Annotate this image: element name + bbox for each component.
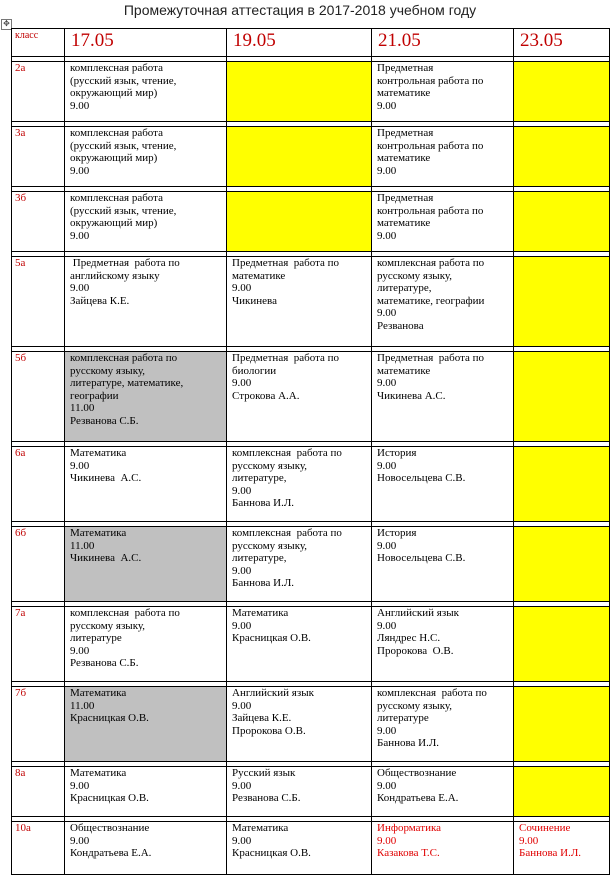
exam-cell (372, 527, 514, 602)
cell-text-line: русскому языку, (377, 269, 453, 282)
cell-text-line: комплексная работа по (70, 352, 178, 364)
cell-text-line: окружающий мир) (70, 217, 158, 229)
table-row (12, 607, 610, 682)
cell-text-line: 9.00 (70, 459, 90, 472)
cell-text-line: Чикинева А.С. (377, 389, 446, 402)
cell-text-line: русскому языку, (70, 619, 146, 632)
cell-text-line: Математика (232, 607, 289, 619)
cell-text-line: контрольная работа по (377, 139, 484, 152)
cell-text-line: Предметная работа по (377, 352, 485, 364)
cell-text-line: Математика (70, 687, 127, 699)
exam-cell (65, 527, 227, 602)
cell-text-line: комплексная работа (70, 192, 163, 204)
cell-text-line: 9.00 (377, 619, 397, 632)
cell-text-line: История (377, 447, 417, 459)
exam-cell (514, 257, 610, 347)
exam-cell (65, 62, 227, 122)
table-row (12, 62, 610, 122)
exam-cell (227, 62, 372, 122)
exam-cell (227, 257, 372, 347)
exam-cell (514, 767, 610, 817)
cell-text-line: 9.00 (377, 229, 397, 242)
cell-text-line: Кондратьева Е.А. (377, 792, 459, 804)
cell-text-line: (русский язык, чтение, (70, 139, 177, 152)
cell-text-line: 9.00 (377, 99, 397, 112)
exam-cell (227, 822, 372, 875)
cell-text-line: 9.00 (232, 619, 252, 632)
cell-text-line: 9.00 (377, 459, 397, 472)
cell-text-line: 9.00 (232, 779, 252, 792)
page-title: Промежуточная аттестация в 2017-2018 учебном году (123, 2, 477, 18)
cell-text-line: Предметная (377, 127, 434, 139)
cell-text-line: математике (377, 217, 431, 229)
class-cell: 7б (12, 687, 65, 762)
table-row (12, 447, 610, 522)
cell-text-line: 9.00 (70, 779, 90, 792)
cell-text-line: Резванова (377, 319, 424, 332)
cell-text-line: математике, географии (377, 294, 485, 307)
table-row (12, 822, 610, 875)
cell-text-line: литературе, (232, 552, 287, 564)
exam-cell (372, 62, 514, 122)
cell-text-line: 9.00 (70, 99, 90, 112)
exam-cell (65, 767, 227, 817)
exam-cell (514, 527, 610, 602)
cell-text-line: Баннова И.Л. (519, 847, 582, 859)
exam-cell (514, 687, 610, 762)
exam-cell (227, 687, 372, 762)
cell-text-line: литературе, (232, 472, 287, 484)
class-cell: 3б (12, 192, 65, 252)
table-row (12, 687, 610, 762)
exam-cell (514, 352, 610, 442)
cell-text-line: Чикинева (232, 294, 277, 307)
exam-cell (514, 192, 610, 252)
exam-cell (372, 192, 514, 252)
class-cell: 3а (12, 127, 65, 187)
exam-cell (372, 822, 514, 875)
cell-text-line: Английский язык (232, 687, 314, 699)
exam-cell (514, 447, 610, 522)
cell-text-line: Математика (70, 767, 127, 779)
cell-text-line: 9.00 (377, 307, 397, 319)
cell-text-line: Красницкая О.В. (232, 632, 311, 644)
cell-text-line: Математика (70, 527, 127, 539)
cell-text-line: биологии (232, 364, 277, 377)
table-row (12, 192, 610, 252)
cell-text-line: Резванова С.Б. (70, 414, 139, 427)
exam-cell (514, 822, 610, 875)
cell-text-line: 9.00 (377, 377, 397, 389)
cell-text-line: Зайцева К.Е. (70, 294, 130, 307)
class-cell: 5б (12, 352, 65, 442)
date-header: 19.05 (227, 29, 372, 57)
table-row (12, 767, 610, 817)
cell-text-line: 9.00 (377, 724, 397, 737)
exam-cell (372, 607, 514, 682)
cell-text-line: 9.00 (232, 834, 252, 847)
cell-text-line: русскому языку, (70, 364, 146, 377)
cell-text-line: Пророкова О.В. (377, 644, 454, 657)
class-cell: 6а (12, 447, 65, 522)
exam-cell (65, 192, 227, 252)
cell-text-line: Ляндрес Н.С. (377, 632, 441, 644)
cell-text-line: Предметная работа по (70, 257, 180, 269)
cell-text-line: 9.00 (232, 564, 252, 577)
cell-text-line: Обществознание (70, 822, 150, 834)
cell-text-line: Красницкая О.В. (70, 792, 149, 804)
cell-text-line: Красницкая О.В. (232, 847, 311, 859)
cell-text-line: контрольная работа по (377, 74, 484, 87)
exam-cell (227, 767, 372, 817)
exam-cell (227, 527, 372, 602)
exam-cell (65, 447, 227, 522)
cell-text-line: географии (70, 389, 119, 402)
cell-text-line: литературе, математике, (70, 377, 184, 389)
cell-text-line: 9.00 (232, 699, 252, 712)
header-row (12, 29, 610, 57)
exam-cell (227, 607, 372, 682)
cell-text-line: 9.00 (377, 779, 397, 792)
cell-text-line: 9.00 (519, 834, 539, 847)
exam-cell (227, 447, 372, 522)
exam-cell (372, 767, 514, 817)
cell-text-line: 11.00 (70, 402, 95, 414)
cell-text-line: контрольная работа по (377, 204, 484, 217)
cell-text-line: окружающий мир) (70, 152, 158, 164)
class-cell: 2а (12, 62, 65, 122)
cell-text-line: Предметная (377, 62, 434, 74)
cell-text-line: Красницкая О.В. (70, 712, 149, 724)
table-row (12, 352, 610, 442)
exam-cell (65, 687, 227, 762)
cell-text-line: Сочинение (519, 822, 571, 834)
cell-text-line: литературе (377, 712, 429, 724)
cell-text-line: английскому языку (70, 269, 160, 282)
cell-text-line: комплексная работа по (232, 447, 342, 459)
cell-text-line: русскому языку, (377, 699, 453, 712)
exam-cell (65, 127, 227, 187)
cell-text-line: 9.00 (70, 164, 90, 177)
cell-text-line: Новосельцева С.В. (377, 472, 466, 484)
cell-text-line: литературе, (377, 282, 432, 294)
table-row (12, 257, 610, 347)
date-header: 23.05 (514, 29, 610, 57)
cell-text-line: комплексная работа по (377, 257, 485, 269)
cell-text-line: литературе (70, 632, 122, 644)
cell-text-line: 9.00 (70, 644, 90, 657)
exam-cell (372, 127, 514, 187)
cell-text-line: Казакова Т.С. (377, 847, 440, 859)
cell-text-line: 9.00 (70, 834, 90, 847)
cell-text-line: Кондратьева Е.А. (70, 847, 152, 859)
cell-text-line: Чикинева А.С. (70, 472, 142, 484)
exam-cell (65, 822, 227, 875)
exam-cell (65, 607, 227, 682)
table-row (12, 527, 610, 602)
date-header: 17.05 (65, 29, 227, 57)
cell-text-line: комплексная работа (70, 127, 163, 139)
cell-text-line: русскому языку, (232, 539, 308, 552)
class-cell: 5а (12, 257, 65, 347)
cell-text-line: История (377, 527, 417, 539)
exam-cell (65, 352, 227, 442)
cell-text-line: окружающий мир) (70, 87, 158, 99)
cell-text-line: (русский язык, чтение, (70, 204, 177, 217)
cell-text-line: Математика (232, 822, 289, 834)
exam-cell (514, 607, 610, 682)
cell-text-line: 9.00 (232, 377, 252, 389)
class-cell: 10а (12, 822, 65, 875)
cell-text-line: 9.00 (377, 164, 397, 177)
class-cell: 6б (12, 527, 65, 602)
cell-text-line: комплексная работа (70, 62, 163, 74)
cell-text-line: Предметная (377, 192, 434, 204)
exam-cell (372, 447, 514, 522)
class-cell: 7а (12, 607, 65, 682)
cell-text-line: Английский язык (377, 607, 459, 619)
cell-text-line: 9.00 (232, 484, 252, 497)
cell-text-line: 9.00 (70, 282, 90, 294)
cell-text-line: Баннова И.Л. (232, 497, 295, 509)
cell-text-line: математике (377, 87, 431, 99)
exam-cell (372, 257, 514, 347)
exam-cell (514, 127, 610, 187)
exam-cell (65, 257, 227, 347)
cell-text-line: Математика (70, 447, 127, 459)
cell-text-line: Зайцева К.Е. (232, 712, 292, 724)
table-row (12, 127, 610, 187)
class-cell: 8а (12, 767, 65, 817)
exam-cell (227, 192, 372, 252)
cell-text-line: математике (377, 152, 431, 164)
cell-text-line: русскому языку, (232, 459, 308, 472)
class-column-header: класс (12, 29, 65, 57)
cell-text-line: комплексная работа по (70, 607, 180, 619)
cell-text-line: 9.00 (232, 282, 252, 294)
schedule-table (11, 28, 610, 875)
cell-text-line: Новосельцева С.В. (377, 552, 466, 564)
cell-text-line: 9.00 (377, 834, 397, 847)
cell-text-line: комплексная работа по (377, 687, 487, 699)
exam-cell (227, 127, 372, 187)
cell-text-line: 9.00 (70, 229, 90, 242)
cell-text-line: Обществознание (377, 767, 457, 779)
cell-text-line: Баннова И.Л. (232, 577, 295, 589)
cell-text-line: Предметная работа по (232, 352, 340, 364)
cell-text-line: математике (377, 364, 431, 377)
exam-cell (372, 687, 514, 762)
cell-text-line: Чикинева А.С. (70, 552, 142, 564)
cell-text-line: Строкова А.А. (232, 389, 300, 402)
cell-text-line: Резванова С.Б. (232, 792, 301, 804)
cell-text-line: комплексная работа по (232, 527, 342, 539)
cell-text-line: 9.00 (377, 539, 397, 552)
date-header: 21.05 (372, 29, 514, 57)
cell-text-line: Русский язык (232, 767, 296, 779)
move-icon[interactable]: ✥ (1, 19, 12, 30)
cell-text-line: Информатика (377, 822, 442, 834)
cell-text-line: математике (232, 269, 286, 282)
cell-text-line: Предметная работа по (232, 257, 340, 269)
cell-text-line: Баннова И.Л. (377, 737, 440, 749)
cell-text-line: Резванова С.Б. (70, 657, 139, 669)
cell-text-line: (русский язык, чтение, (70, 74, 177, 87)
cell-text-line: 11.00 (70, 699, 95, 712)
cell-text-line: 11.00 (70, 539, 95, 552)
exam-cell (514, 62, 610, 122)
exam-cell (227, 352, 372, 442)
exam-cell (372, 352, 514, 442)
cell-text-line: Пророкова О.В. (232, 724, 306, 737)
